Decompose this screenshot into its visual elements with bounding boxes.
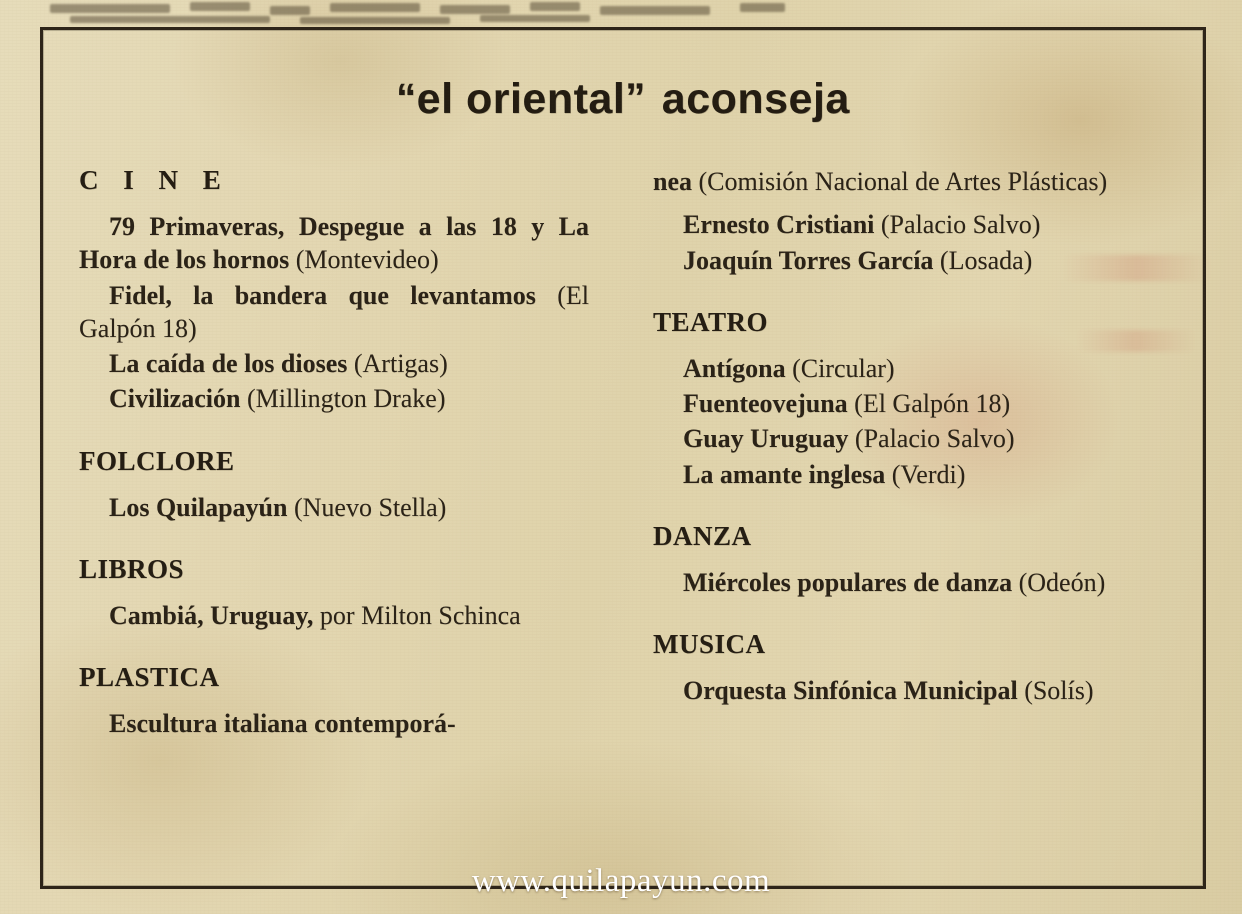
list-item bbox=[653, 566, 1171, 599]
content-columns bbox=[43, 165, 1203, 744]
entry-title: La caída de los dioses bbox=[109, 349, 348, 379]
entry-venue: (Millington Drake) bbox=[240, 384, 446, 414]
section-heading-musica: MUSICA bbox=[653, 629, 766, 660]
entry-title: Joaquín Torres García bbox=[683, 245, 934, 275]
entry-venue: (Solís) bbox=[1017, 676, 1094, 706]
entry-venue: (Losada) bbox=[933, 245, 1033, 275]
page-title bbox=[43, 75, 1203, 123]
entry-venue: (El Galpón 18) bbox=[79, 280, 589, 343]
list-item bbox=[653, 244, 1171, 277]
list-item bbox=[653, 208, 1171, 241]
section-heading-danza: DANZA bbox=[653, 520, 752, 551]
entry-title: Ernesto Cristiani bbox=[683, 210, 875, 240]
headline-quoted-text: el oriental bbox=[416, 75, 626, 123]
entry-title: Fuenteovejuna bbox=[683, 389, 848, 419]
list-item bbox=[653, 387, 1171, 420]
list-item bbox=[653, 352, 1171, 385]
entry-venue: (Artigas) bbox=[347, 349, 448, 379]
continued-entry bbox=[653, 165, 1171, 198]
entry-title: La amante inglesa bbox=[683, 459, 886, 489]
entry-author: por Milton Schinca bbox=[313, 600, 521, 630]
entry-venue: (Comisión Nacional de Artes Plásticas) bbox=[692, 167, 1108, 196]
list-item bbox=[79, 491, 589, 524]
entry-title: Fidel, la bandera que levantamos bbox=[109, 280, 536, 310]
headline-rest-text: aconseja bbox=[661, 75, 850, 123]
entry-title: Cambiá, Uruguay, bbox=[109, 600, 314, 630]
entry-title: Escultura italiana contemporá- bbox=[109, 709, 456, 739]
list-item bbox=[653, 422, 1171, 455]
section-heading-plastica: PLASTICA bbox=[79, 662, 220, 693]
entry-title: Guay Uruguay bbox=[683, 424, 849, 454]
entry-title: Los Quilapayún bbox=[109, 492, 288, 522]
entry-title: Miércoles populares de danza bbox=[683, 567, 1013, 597]
entry-venue: (El Galpón 18) bbox=[847, 389, 1011, 419]
section-heading-libros: LIBROS bbox=[79, 553, 185, 584]
section-entries-plastica bbox=[79, 707, 589, 740]
entry-title: Orquesta Sinfónica Municipal bbox=[683, 676, 1018, 706]
page-top-strip bbox=[0, 0, 1242, 30]
section-entries-cine bbox=[79, 210, 589, 416]
section-heading-cine: C I N E bbox=[79, 165, 230, 195]
list-item bbox=[79, 599, 589, 632]
entry-venue: (Verdi) bbox=[885, 459, 966, 489]
entry-venue: (Palacio Salvo) bbox=[848, 424, 1015, 454]
entry-venue: (Palacio Salvo) bbox=[874, 210, 1041, 240]
entry-title: Civilización bbox=[109, 384, 241, 414]
list-item bbox=[79, 382, 589, 415]
list-item bbox=[79, 347, 589, 380]
entry-venue: (Montevideo) bbox=[289, 245, 439, 275]
left-column bbox=[79, 165, 625, 744]
right-column bbox=[625, 165, 1171, 744]
section-entries-plastica-continued bbox=[653, 208, 1171, 277]
entry-venue: (Odeón) bbox=[1012, 567, 1106, 597]
advertisement-box bbox=[40, 27, 1206, 889]
list-item bbox=[79, 707, 589, 740]
section-entries-teatro bbox=[653, 352, 1171, 491]
list-item bbox=[653, 458, 1171, 491]
section-entries-libros bbox=[79, 599, 589, 632]
entry-title: 79 Primaveras, Despegue a las 18 y La Hora de los hornos bbox=[79, 212, 589, 275]
entry-title: Antígona bbox=[683, 353, 786, 383]
list-item bbox=[653, 674, 1171, 707]
section-entries-musica bbox=[653, 674, 1171, 707]
entry-venue: (Nuevo Stella) bbox=[287, 492, 447, 522]
entry-venue: (Circular) bbox=[785, 353, 895, 383]
section-heading-teatro: TEATRO bbox=[653, 306, 769, 337]
watermark: www.quilapayun.com bbox=[471, 863, 771, 899]
list-item bbox=[79, 210, 589, 277]
list-item bbox=[79, 279, 589, 346]
section-heading-folclore: FOLCLORE bbox=[79, 445, 235, 476]
open-quote: “ bbox=[396, 76, 417, 120]
close-quote: ” bbox=[625, 76, 646, 120]
section-entries-folclore bbox=[79, 491, 589, 524]
entry-title-continued: nea bbox=[653, 167, 692, 196]
section-entries-danza bbox=[653, 566, 1171, 599]
